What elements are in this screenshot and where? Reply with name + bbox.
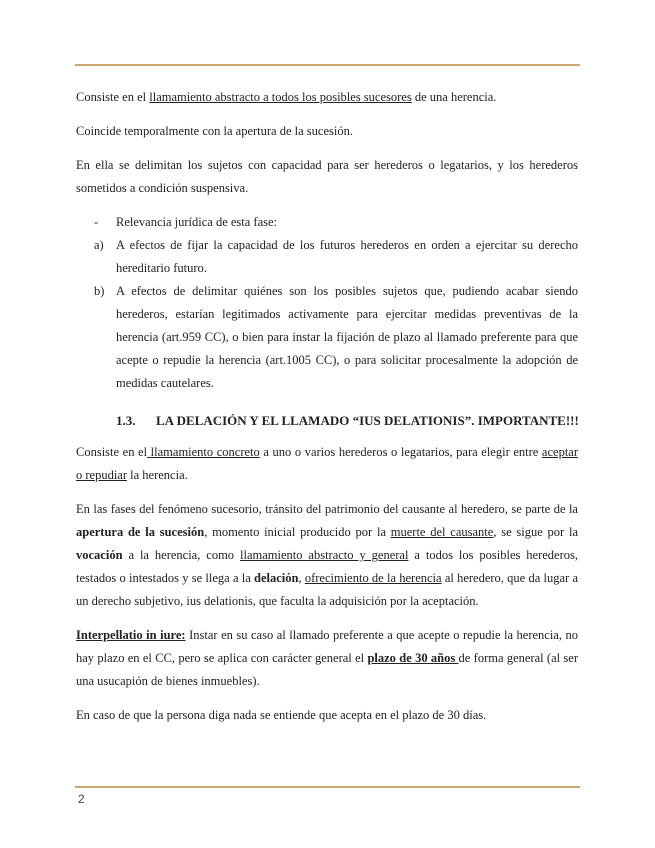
list-item-text: Relevancia jurídica de esta fase: [116,215,278,229]
list-item-text: A efectos de delimitar quiénes son los posibles sujetos que, pudiendo acabar siendo herederos, estarían legitimados activamente para ejercitar medidas preventivas de la herencia (art.959 CC), o bien para instar la fijación de plazo al llamado preferente para que acepte o repudie la herencia (art.1005 CC), o para solicitar procesalmente la adopción de medidas cautelares. [116,284,578,390]
text: , se sigue por la [493,525,578,539]
underlined-text: muerte del causante [390,525,494,539]
bold-underlined-text: plazo de 30 años [367,651,459,665]
underlined-text: llamamiento concreto [147,445,260,459]
list-item [76,280,578,395]
list-item [76,211,578,234]
document-body [76,86,578,738]
section-title: LA DELACIÓN Y EL LLAMADO “IUS DELATIONIS”. IMPORTANTE!!! [156,413,579,428]
underlined-text: llamamiento abstracto a todos los posibles sucesores [149,90,412,104]
text: al heredero, que da lugar a un derecho subjetivo, ius delationis, que faculta la adquisición por la aceptación. [76,571,578,608]
section-number: 1.3. [116,413,136,428]
underlined-text: llamamiento abstracto y general [240,548,409,562]
list-item [76,234,578,280]
text: Consiste en el [76,445,148,459]
relevance-list [76,211,578,395]
text: En las fases del fenómeno sucesorio, tránsito del patrimonio del causante al heredero, se parte de la [76,502,578,516]
bold-text: apertura de la sucesión [76,525,205,539]
list-marker: b) [94,284,105,298]
text: de forma general (al ser una usucapión de bienes inmuebles). [76,651,578,688]
bold-text: delación [254,571,299,585]
header-rule [75,64,580,66]
paragraph-5 [76,498,578,613]
text: a la herencia, como [122,548,240,562]
text: la herencia. [127,468,188,482]
paragraph-2: Coincide temporalmente con la apertura de la sucesión. [76,124,353,138]
text: a todos los posibles herederos, testados o intestados y se llega a la [76,548,579,585]
underlined-text: ofrecimiento de la herencia [304,571,442,585]
paragraph-6 [76,624,578,693]
underlined-text: aceptar o repudiar [76,445,578,482]
list-item-text: A efectos de fijar la capacidad de los futuros herederos en orden a ejercitar su derecho hereditario futuro. [116,238,578,275]
paragraph-1 [76,86,578,109]
footer-rule [75,786,580,788]
bold-text: vocación [76,548,123,562]
bold-underlined-label: Interpellatio in iure: [76,628,186,642]
list-marker: - [94,215,99,229]
page-number: 2 [78,792,85,806]
section-heading [76,409,578,432]
text: de una herencia. [411,90,497,104]
paragraph-3: En ella se delimitan los sujetos con capacidad para ser herederos o legatarios, y los herederos sometidos a condición suspensiva. [76,158,578,195]
list-marker: a) [94,238,104,252]
text: , momento inicial producido por la [204,525,391,539]
text: a uno o varios herederos o legatarios, para elegir entre [259,445,542,459]
paragraph-7: En caso de que la persona diga nada se entiende que acepta en el plazo de 30 días. [76,708,487,722]
text: Instar en su caso al llamado preferente a que acepte o repudie la herencia, no hay plazo en el CC, pero se aplica con carácter general el [76,628,578,665]
paragraph-4 [76,441,578,487]
text: , [298,571,305,585]
text: Consiste en el [76,90,150,104]
